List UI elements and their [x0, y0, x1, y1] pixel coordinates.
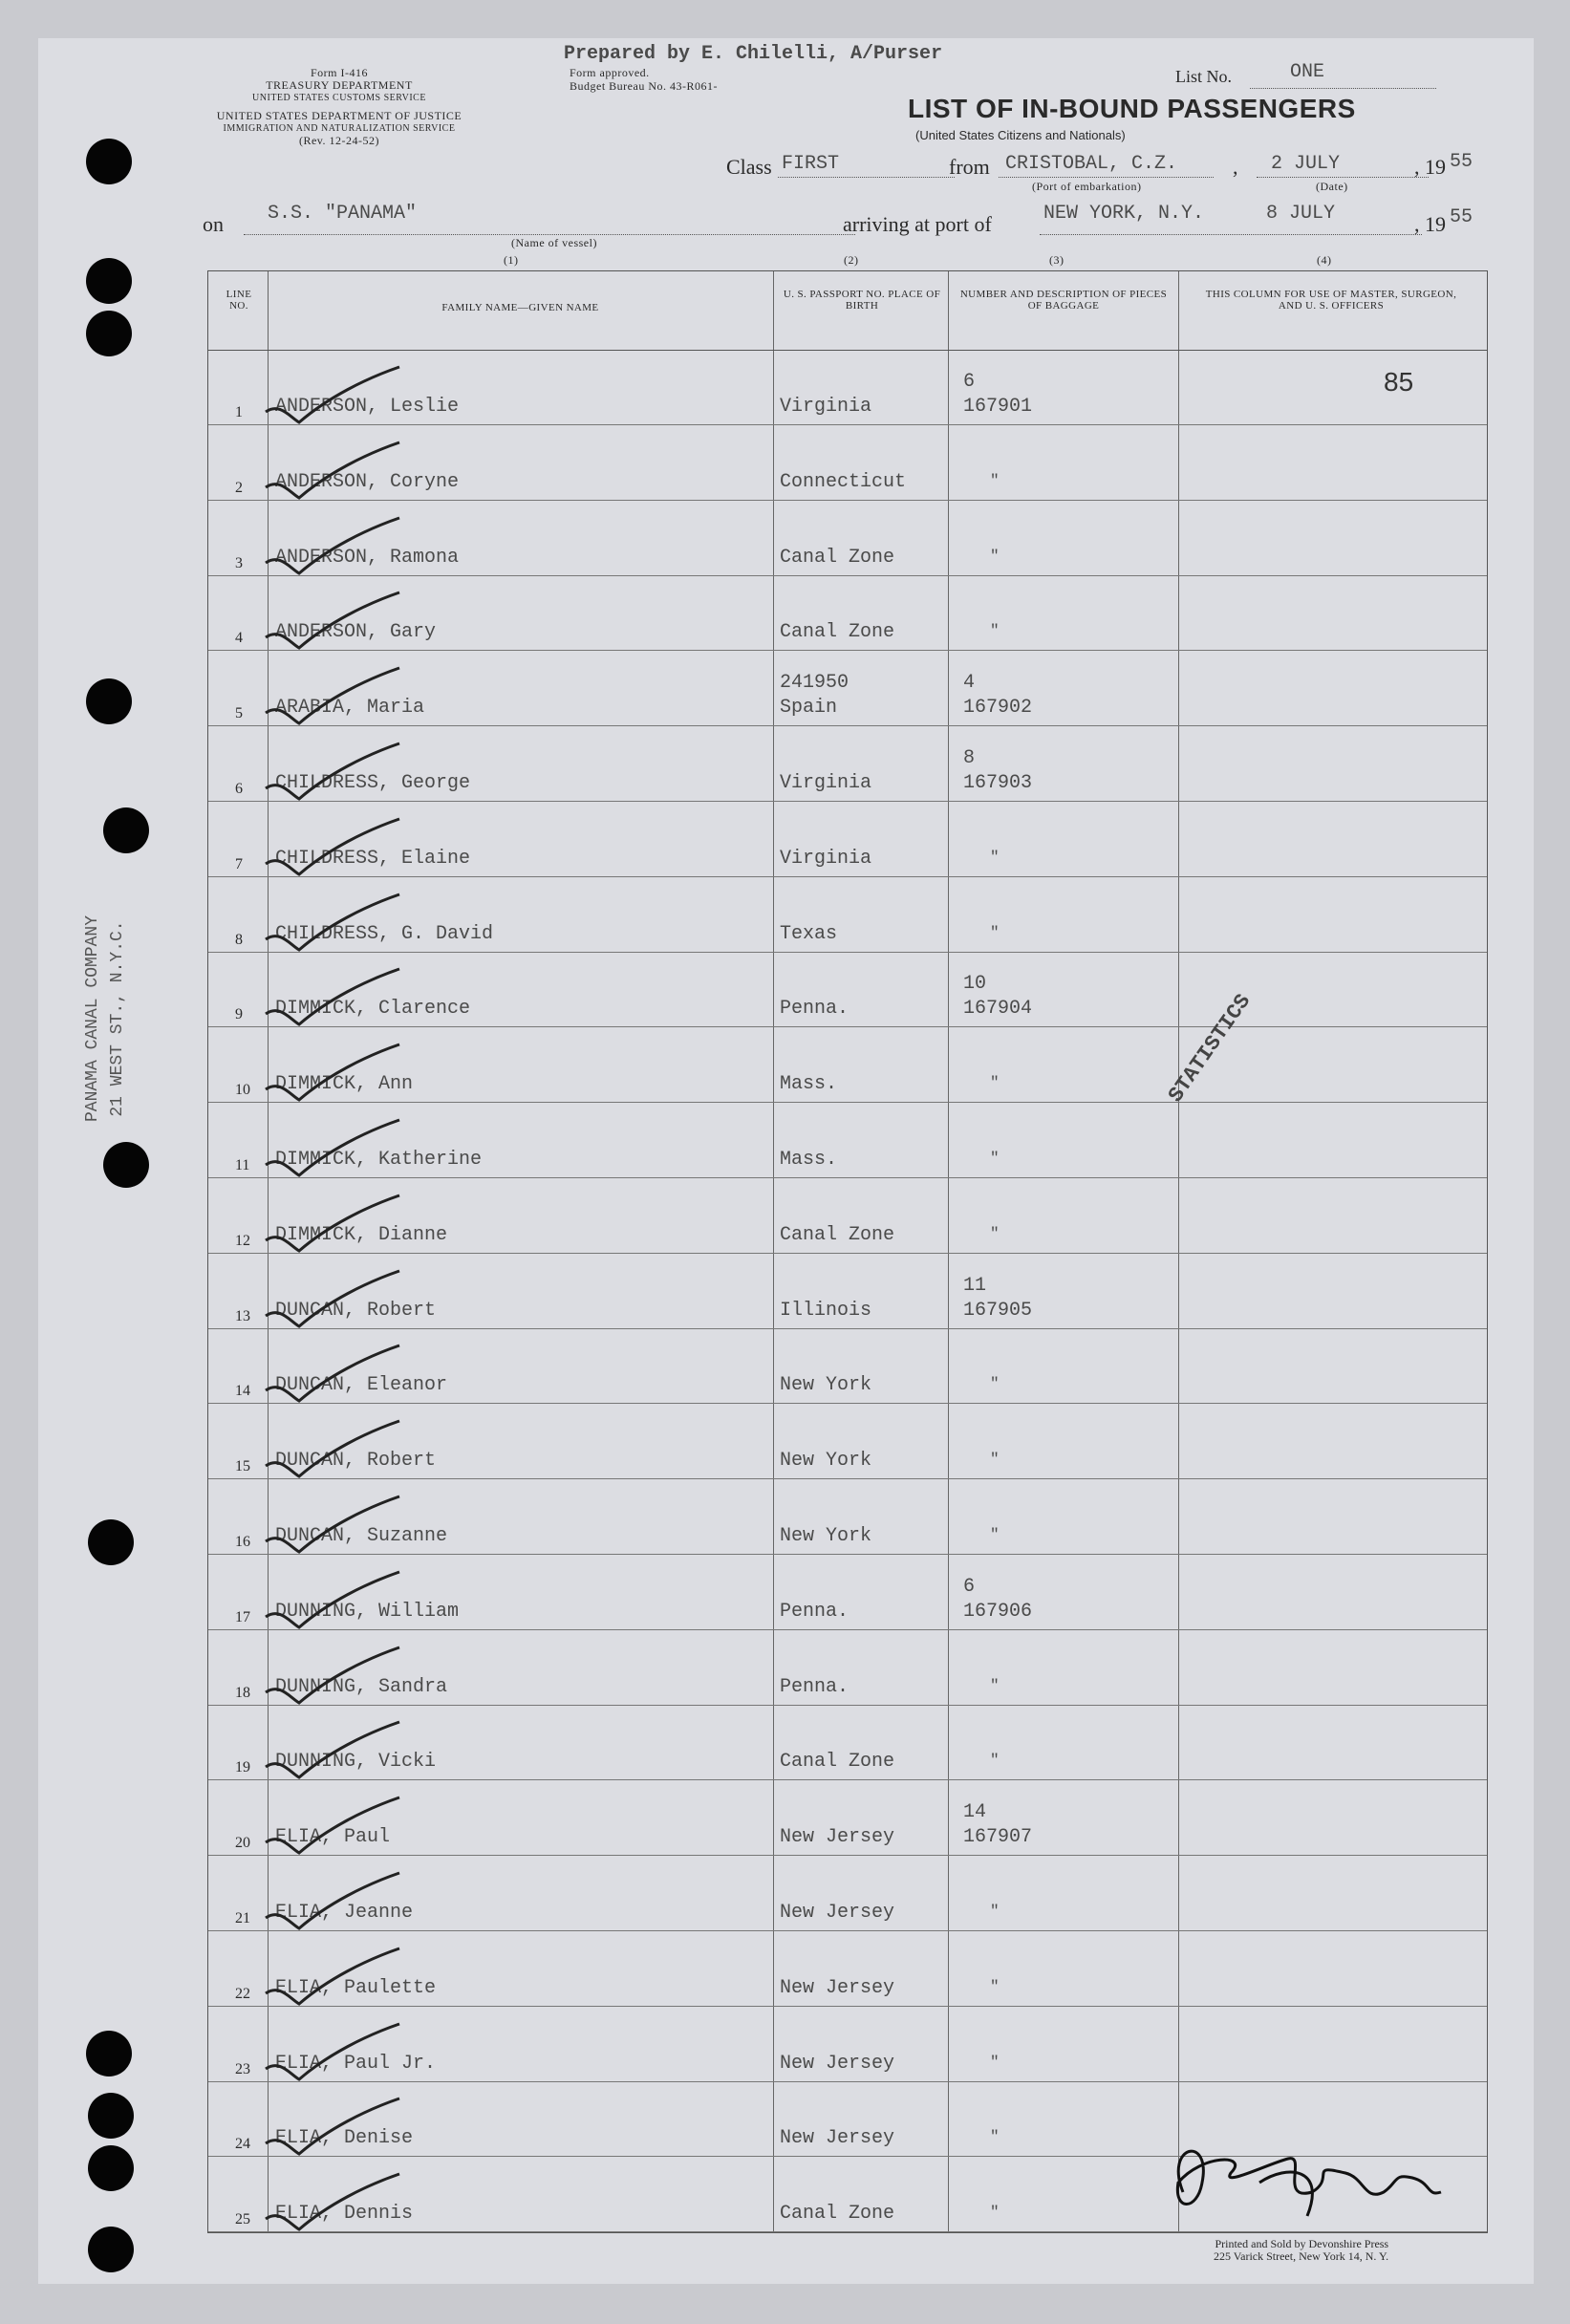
page-subtitle: (United States Citizens and Nationals): [915, 128, 1126, 142]
check-mark: [261, 887, 404, 958]
baggage-number: ": [990, 1752, 1000, 1770]
check-mark: [261, 1865, 404, 1937]
passenger-name: DUNCAN, Robert: [275, 1450, 437, 1473]
depart-year: 55: [1450, 151, 1473, 173]
baggage-number: ": [990, 1526, 1000, 1543]
header-passport: U. S. PASSPORT NO. PLACE OF BIRTH: [783, 289, 941, 312]
line-number: 4: [235, 630, 243, 647]
prepared-by: Prepared by E. Chilelli, A/Purser: [564, 43, 943, 65]
check-mark: [261, 961, 404, 1033]
ins: IMMIGRATION AND NATURALIZATION SERVICE: [223, 123, 456, 134]
place-of-birth: New Jersey: [780, 2127, 895, 2150]
header-line-no: LINE NO.: [226, 289, 252, 312]
line-number: 11: [235, 1157, 250, 1173]
punch-hole: [88, 2145, 134, 2191]
passenger-name: DUNCAN, Robert: [275, 1299, 437, 1322]
place-of-birth: New York: [780, 1525, 872, 1547]
doj: UNITED STATES DEPARTMENT OF JUSTICE: [216, 109, 462, 122]
punch-hole: [86, 139, 132, 184]
passenger-name: ANDERSON, Ramona: [275, 546, 460, 569]
from-value: CRISTOBAL, C.Z.: [1005, 153, 1178, 175]
line-number: 9: [235, 1006, 243, 1023]
baggage-count: 6: [963, 371, 976, 393]
line-number: 17: [235, 1608, 250, 1625]
table-row: [208, 1856, 1487, 1931]
punch-hole: [103, 807, 149, 853]
passenger-name: DUNCAN, Eleanor: [275, 1374, 448, 1397]
table-row: [208, 1254, 1487, 1329]
punch-hole: [86, 311, 132, 356]
table-row: [208, 575, 1487, 651]
header-baggage: NUMBER AND DESCRIPTION OF PIECES OF BAGGAGE: [959, 289, 1168, 312]
place-of-birth: New Jersey: [780, 2052, 895, 2075]
place-of-birth: Virginia: [780, 396, 872, 418]
date-caption: (Date): [1316, 180, 1348, 193]
table-row: [208, 425, 1487, 501]
place-of-birth: Virginia: [780, 772, 872, 794]
arrival-year-prefix: , 19: [1414, 212, 1446, 236]
place-of-birth: New York: [780, 1374, 872, 1397]
passenger-name: ELIA, Denise: [275, 2127, 414, 2150]
baggage-number: ": [990, 923, 1000, 941]
statistics-stamp: STATISTICS: [1164, 989, 1257, 1108]
baggage-count: 6: [963, 1575, 976, 1598]
line-number: 7: [235, 855, 243, 872]
baggage-number: ": [990, 1676, 1000, 1694]
page-title: LIST OF IN-BOUND PASSENGERS: [908, 94, 1356, 123]
baggage-number: ": [990, 1224, 1000, 1242]
passenger-name: ARABIA, Maria: [275, 697, 425, 720]
place-of-birth: Canal Zone: [780, 546, 895, 569]
place-of-birth: Canal Zone: [780, 1751, 895, 1774]
line-number: 20: [235, 1835, 250, 1852]
form-approved: Form approved.: [570, 66, 650, 79]
place-of-birth: New York: [780, 1450, 872, 1473]
form-id: Form I-416: [311, 66, 368, 79]
check-mark: [261, 359, 404, 431]
depart-year-prefix: , 19: [1414, 155, 1446, 179]
place-of-birth: Connecticut: [780, 470, 907, 493]
table-row: [208, 1479, 1487, 1555]
baggage-number: 167907: [963, 1826, 1033, 1849]
company-stamp: [80, 875, 130, 1162]
baggage-number: ": [990, 471, 1000, 489]
place-of-birth: Canal Zone: [780, 621, 895, 644]
place-of-birth: Penna.: [780, 1600, 850, 1623]
check-mark: [261, 1112, 404, 1184]
check-mark: [261, 510, 404, 582]
table-row: [208, 1705, 1487, 1780]
check-mark: [261, 585, 404, 656]
passenger-name: DUNNING, Vicki: [275, 1751, 437, 1774]
col-num-3: (3): [1049, 253, 1065, 267]
check-mark: [261, 1564, 404, 1636]
passenger-table: [207, 270, 1488, 2233]
line-number: 3: [235, 554, 243, 571]
baggage-number: ": [990, 547, 1000, 565]
punch-hole: [88, 2227, 134, 2272]
class-label: Class: [726, 155, 772, 179]
baggage-number: ": [990, 622, 1000, 640]
check-mark: [261, 1037, 404, 1108]
passenger-name: ELIA, Paul: [275, 1826, 391, 1849]
line-number: 8: [235, 931, 243, 948]
passenger-name: ELIA, Jeanne: [275, 1902, 414, 1924]
line-number: 16: [235, 1534, 250, 1550]
line-number: 6: [235, 781, 243, 797]
place-of-birth: Canal Zone: [780, 1223, 895, 1246]
check-mark: [261, 2091, 404, 2163]
check-mark: [261, 1263, 404, 1335]
check-mark: [261, 435, 404, 506]
table-row: [208, 802, 1487, 877]
passenger-name: DIMMICK, Ann: [275, 1073, 414, 1096]
line-number: 2: [235, 479, 243, 496]
passenger-name: ANDERSON, Gary: [275, 621, 437, 644]
col-num-4: (4): [1317, 253, 1332, 267]
place-of-birth: Penna.: [780, 998, 850, 1021]
passenger-name: DIMMICK, Dianne: [275, 1223, 448, 1246]
check-mark: [261, 1714, 404, 1786]
place-of-birth: Penna.: [780, 1675, 850, 1698]
place-of-birth: New Jersey: [780, 1976, 895, 1999]
line-number: 18: [235, 1684, 250, 1701]
table-row: [208, 350, 1487, 425]
form-page: [38, 38, 1534, 2284]
place-of-birth: New Jersey: [780, 1826, 895, 1849]
header-name: FAMILY NAME—GIVEN NAME: [441, 302, 599, 313]
passenger-name: DUNNING, Sandra: [275, 1675, 448, 1698]
check-mark: [261, 1489, 404, 1560]
officer-note: 85: [1384, 367, 1414, 397]
baggage-number: 167906: [963, 1600, 1033, 1623]
agency-block: [182, 67, 497, 147]
baggage-number: ": [990, 1074, 1000, 1092]
baggage-number: 167903: [963, 772, 1033, 794]
baggage-count: 4: [963, 672, 976, 695]
passenger-name: DIMMICK, Clarence: [275, 998, 471, 1021]
place-of-birth: Mass.: [780, 1149, 838, 1171]
passenger-name: ELIA, Dennis: [275, 2203, 414, 2226]
line-number: 12: [235, 1232, 250, 1249]
baggage-count: 8: [963, 747, 976, 769]
class-value: FIRST: [782, 153, 840, 175]
printer-imprint: [1214, 2238, 1388, 2263]
punch-hole: [86, 258, 132, 304]
baggage-number: ": [990, 2128, 1000, 2146]
check-mark: [261, 1941, 404, 2012]
check-mark: [261, 1188, 404, 1259]
table-row: [208, 1931, 1487, 2007]
baggage-number: 167904: [963, 998, 1033, 1021]
list-no-value: ONE: [1290, 61, 1325, 83]
passenger-name: ANDERSON, Leslie: [275, 396, 460, 418]
printer-line1: Printed and Sold by Devonshire Press: [1215, 2237, 1389, 2250]
line-number: 15: [235, 1458, 250, 1475]
vessel-name: S.S. "PANAMA": [268, 203, 418, 225]
passenger-name: CHILDRESS, George: [275, 772, 471, 794]
passenger-name: ELIA, Paulette: [275, 1976, 437, 1999]
table-row: [208, 952, 1487, 1027]
table-row: [208, 1630, 1487, 1706]
table-row: [208, 1404, 1487, 1479]
baggage-count: 10: [963, 973, 987, 996]
arrival-port: NEW YORK, N.Y.: [1043, 203, 1205, 225]
baggage-number: ": [990, 2053, 1000, 2071]
line-number: 10: [235, 1082, 250, 1099]
baggage-count: 14: [963, 1801, 987, 1824]
col-num-1: (1): [504, 253, 519, 267]
line-number: 23: [235, 2060, 250, 2077]
table-row: [208, 1027, 1487, 1103]
table-row: [208, 2007, 1487, 2082]
passenger-name: DIMMICK, Katherine: [275, 1149, 483, 1171]
place-of-birth: New Jersey: [780, 1902, 895, 1924]
place-of-birth: Mass.: [780, 1073, 838, 1096]
place-of-birth: Spain: [780, 697, 838, 720]
baggage-count: 11: [963, 1274, 987, 1297]
from-comma: ,: [1233, 155, 1238, 179]
place-of-birth: Canal Zone: [780, 2203, 895, 2226]
table-row: [208, 501, 1487, 576]
col-num-2: (2): [844, 253, 859, 267]
line-number: 19: [235, 1759, 250, 1776]
list-no-label: List No.: [1175, 67, 1233, 86]
baggage-number: ": [990, 1375, 1000, 1393]
line-number: 1: [235, 404, 243, 420]
baggage-number: 167902: [963, 697, 1033, 720]
from-label: from: [949, 155, 990, 179]
arrival-date: 8 JULY: [1266, 203, 1336, 225]
signature: [1145, 2125, 1451, 2221]
vessel-caption: (Name of vessel): [511, 236, 597, 249]
passport-number: 241950: [780, 672, 850, 695]
check-mark: [261, 1790, 404, 1861]
table-row: [208, 1103, 1487, 1178]
line-number: 24: [235, 2136, 250, 2153]
table-row: [208, 651, 1487, 726]
baggage-number: 167905: [963, 1299, 1033, 1322]
header-officers: THIS COLUMN FOR USE OF MASTER, SURGEON, AND U. S. OFFICERS: [1205, 289, 1457, 312]
line-number: 21: [235, 1910, 250, 1926]
passenger-name: CHILDRESS, G. David: [275, 922, 494, 945]
arriving-label: arriving at port of: [843, 212, 992, 236]
baggage-number: ": [990, 1451, 1000, 1469]
baggage-number: ": [990, 2204, 1000, 2222]
line-number: 5: [235, 705, 243, 722]
line-number: 13: [235, 1307, 250, 1324]
place-of-birth: Illinois: [780, 1299, 872, 1322]
check-mark: [261, 2166, 404, 2238]
treasury-dept: TREASURY DEPARTMENT: [266, 78, 413, 92]
passenger-name: ELIA, Paul Jr.: [275, 2052, 437, 2075]
check-mark: [261, 660, 404, 732]
arrival-year: 55: [1450, 206, 1473, 228]
company-stamp-line2: 21 WEST ST., N.Y.C.: [108, 920, 127, 1117]
baggage-number: ": [990, 1903, 1000, 1920]
place-of-birth: Virginia: [780, 847, 872, 870]
budget-bureau: Budget Bureau No. 43-R061-: [570, 79, 718, 93]
table-row: [208, 877, 1487, 953]
line-number: 22: [235, 1985, 250, 2002]
passenger-name: DUNNING, William: [275, 1600, 460, 1623]
punch-hole: [86, 2031, 132, 2077]
punch-hole: [88, 1519, 134, 1565]
passenger-name: DUNCAN, Suzanne: [275, 1525, 448, 1547]
line-number: 14: [235, 1383, 250, 1400]
table-row: [208, 1555, 1487, 1630]
depart-date: 2 JULY: [1271, 153, 1341, 175]
on-label: on: [203, 212, 224, 236]
baggage-number: ": [990, 1977, 1000, 1995]
check-mark: [261, 736, 404, 807]
table-row: [208, 1328, 1487, 1404]
check-mark: [261, 811, 404, 883]
printer-line2: 225 Varick Street, New York 14, N. Y.: [1214, 2249, 1389, 2263]
table-row: [208, 726, 1487, 802]
company-stamp-line1: PANAMA CANAL COMPANY: [83, 915, 102, 1123]
place-of-birth: Texas: [780, 922, 838, 945]
punch-hole: [88, 2093, 134, 2139]
check-mark: [261, 1640, 404, 1711]
port-embark-caption: (Port of embarkation): [1032, 180, 1142, 193]
table-row: [208, 1178, 1487, 1254]
passenger-name: ANDERSON, Coryne: [275, 470, 460, 493]
line-number: 25: [235, 2211, 250, 2228]
customs-service: UNITED STATES CUSTOMS SERVICE: [252, 93, 426, 103]
baggage-number: ": [990, 848, 1000, 866]
check-mark: [261, 1413, 404, 1485]
check-mark: [261, 2016, 404, 2088]
passenger-name: CHILDRESS, Elaine: [275, 847, 471, 870]
baggage-number: 167901: [963, 396, 1033, 418]
check-mark: [261, 1338, 404, 1409]
baggage-number: ": [990, 1150, 1000, 1167]
punch-hole: [86, 678, 132, 724]
rev: (Rev. 12-24-52): [298, 134, 380, 147]
table-row: [208, 1780, 1487, 1856]
